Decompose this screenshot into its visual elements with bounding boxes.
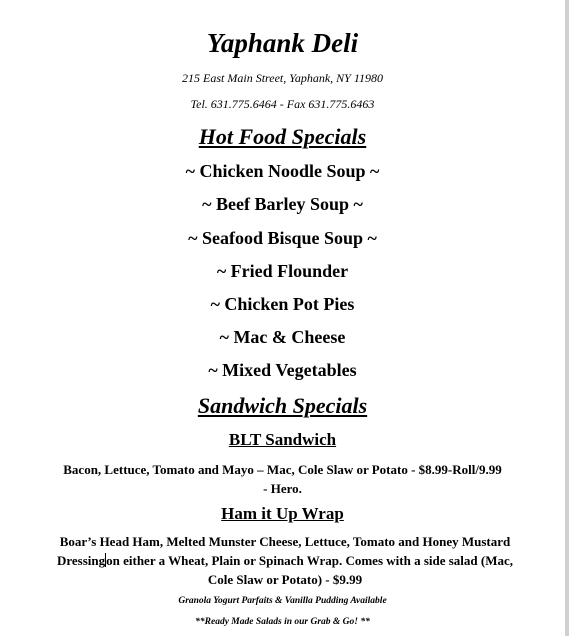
hot-food-item: ~ Fried Flounder [216,261,349,281]
ready-made-note: **Ready Made Salads in our Grab & Go! ** [195,617,370,627]
hot-food-item: ~ Chicken Pot Pies [210,294,355,314]
ham-wrap-description [50,532,520,589]
blt-sandwich-title: BLT Sandwich [228,430,337,449]
deli-address: 215 East Main Street, Yaphank, NY 11980 [182,71,383,85]
ham-description-part1: Boar’s Head Ham, Melted Munster Cheese, Lettuce, Tomato and Honey Mustard Dressing [56,534,511,568]
ham-description-part2: on either a Wheat, Plain or Spinach Wrap. Comes with a side salad (Mac, Cole Slaw or Potato) - $9.99 [106,553,514,587]
deli-name-title: Yaphank Deli [206,28,359,58]
hot-food-item: ~ Mixed Vegetables [208,360,357,380]
hot-food-item: ~ Beef Barley Soup ~ [202,194,363,214]
hot-food-heading: Hot Food Specials [198,124,367,149]
hot-food-item: ~ Mac & Cheese [219,327,346,347]
granola-note: Granola Yogurt Parfaits & Vanilla Pudding Available [178,596,387,606]
page-edge [565,0,569,636]
hot-food-item: ~ Chicken Noodle Soup ~ [185,161,380,181]
sandwich-heading: Sandwich Specials [197,393,368,418]
ham-wrap-title: Ham it Up Wrap [221,504,344,523]
deli-phone: Tel. 631.775.6464 - Fax 631.775.6463 [190,97,375,111]
hot-food-item: ~ Seafood Bisque Soup ~ [188,228,377,248]
blt-description: Bacon, Lettuce, Tomato and Mayo – Mac, Cole Slaw or Potato - $8.99-Roll/9.99 - Hero. [63,462,502,496]
